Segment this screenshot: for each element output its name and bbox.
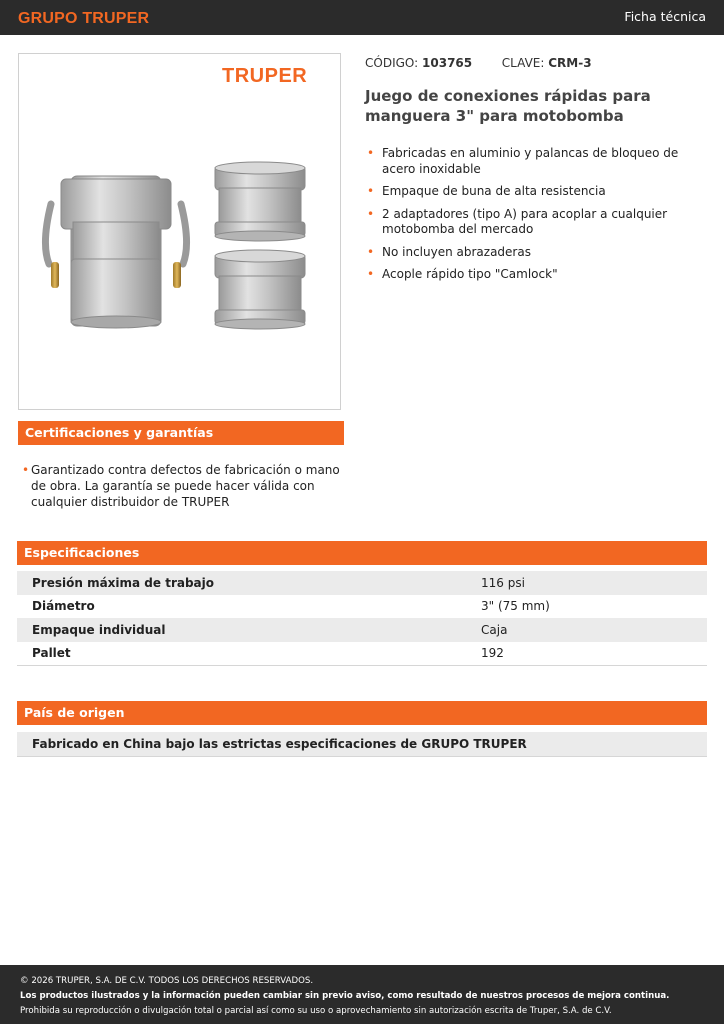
product-image — [18, 53, 341, 410]
feature-item: • Acople rápido tipo "Camlock" — [365, 267, 705, 283]
footer-copyright: © 2026 TRUPER, S.A. DE C.V. TODOS LOS DERECHOS RESERVADOS. — [20, 976, 314, 986]
certifications-heading: Certificaciones y garantías — [18, 421, 344, 445]
table-row — [17, 571, 707, 595]
spec-value: 192 — [481, 646, 504, 661]
coupling-illustration — [19, 54, 341, 410]
feature-item: • Empaque de buna de alta resistencia — [365, 184, 705, 200]
feature-item: • 2 adaptadores (tipo A) para acoplar a cualquier motobomba del mercado — [365, 207, 705, 238]
key-label: CLAVE: — [501, 56, 545, 70]
product-title: Juego de conexiones rápidas para manguera 3" para motobomba — [365, 87, 651, 125]
spec-value: Caja — [481, 622, 508, 637]
spec-value: 116 psi — [481, 575, 525, 590]
feature-item: • Fabricadas en aluminio y palancas de bloqueo de acero inoxidable — [365, 146, 705, 177]
brand-logo: GRUPO TRUPER — [18, 10, 150, 27]
coupler-type-c — [45, 176, 186, 328]
product-codes — [365, 56, 592, 70]
table-row — [17, 595, 707, 619]
spec-label: Empaque individual — [32, 622, 166, 637]
origin-text: Fabricado en China bajo las estrictas especificaciones de GRUPO TRUPER — [17, 732, 707, 756]
spec-label: Pallet — [32, 646, 71, 661]
product-code: 103765 — [422, 56, 473, 70]
table-row — [17, 642, 707, 666]
warranty-text: • Garantizado contra defectos de fabricación o mano de obra. La garantía se puede hacer válida con cualquier distribuidor de TRUPER — [22, 462, 342, 510]
table-row — [17, 618, 707, 642]
adapter-type-a-1 — [215, 162, 305, 241]
adapter-type-a-2 — [215, 250, 305, 329]
divider — [17, 665, 707, 666]
spec-label: Diámetro — [32, 599, 95, 614]
footer-notice: Los productos ilustrados y la información pueden cambiar sin previo aviso, como resultado de nuestros procesos de mejora continua. — [20, 991, 670, 1001]
product-image-logo: TRUPER — [222, 65, 308, 87]
specifications-heading: Especificaciones — [17, 541, 707, 565]
footer-legal: Prohibida su reproducción o divulgación total o parcial así como su uso o aprovechamiento sin autorización escrita de Truper, S.A. de C.V. — [20, 1006, 612, 1016]
document-type-label: Ficha técnica — [624, 9, 706, 24]
product-key: CRM-3 — [548, 56, 592, 70]
specifications-table — [17, 571, 707, 665]
origin-heading: País de origen — [17, 701, 707, 725]
divider — [17, 756, 707, 757]
feature-list — [365, 146, 705, 290]
code-label: CÓDIGO: — [365, 56, 419, 70]
footer — [0, 965, 724, 1024]
feature-item: • No incluyen abrazaderas — [365, 245, 705, 261]
spec-value: 3" (75 mm) — [481, 599, 550, 614]
top-header-bar — [0, 0, 724, 35]
spec-label: Presión máxima de trabajo — [32, 575, 215, 590]
